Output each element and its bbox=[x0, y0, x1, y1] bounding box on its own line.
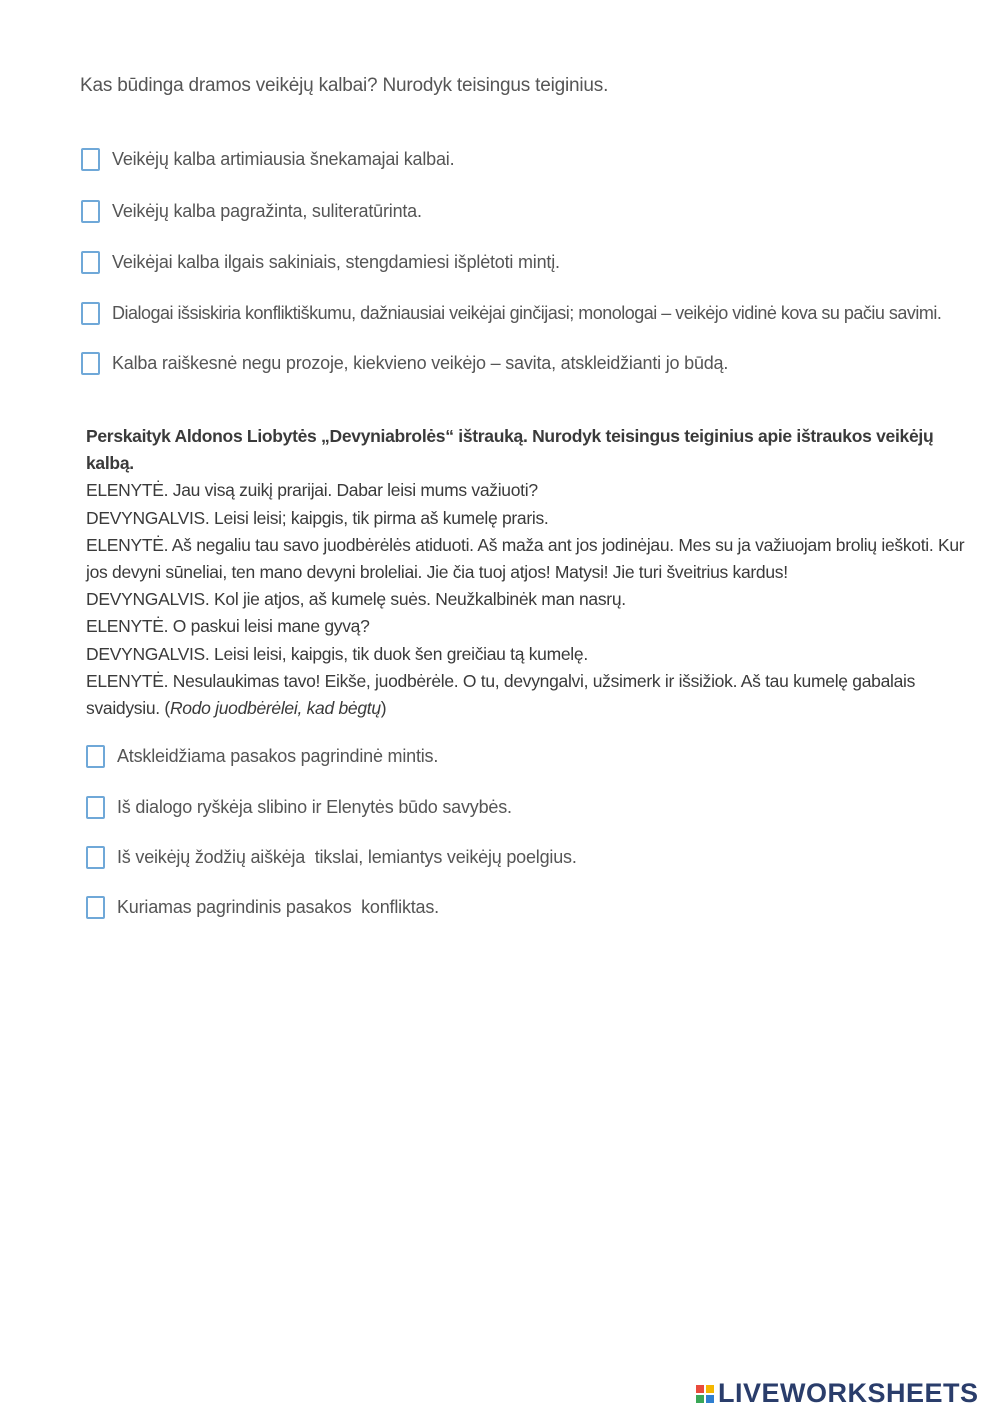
passage-line-last bbox=[86, 668, 966, 722]
option-label: Iš veikėjų žodžių aiškėja tikslai, lemiantys veikėjų poelgius. bbox=[117, 847, 577, 867]
option-label: Veikėjų kalba pagražinta, suliteratūrinta. bbox=[112, 201, 422, 221]
stage-direction: Rodo juodbėrėlei, kad bėgtų bbox=[169, 698, 381, 719]
liveworksheets-logo bbox=[696, 1378, 979, 1409]
passage-heading: Perskaityk Aldonos Liobytės „Devyniabrolės“ ištrauką. Nurodyk teisingus teiginius apie ištraukos veikėjų kalbą. bbox=[86, 426, 934, 474]
closing-paren: ) bbox=[380, 698, 387, 719]
option-label: Kuriamas pagrindinis pasakos konfliktas. bbox=[117, 897, 439, 917]
checkbox[interactable] bbox=[81, 251, 100, 274]
q2-option-4[interactable] bbox=[86, 896, 439, 919]
question-1-title: Kas būdinga dramos veikėjų kalbai? Nurodyk teisingus teiginius. bbox=[80, 75, 609, 96]
logo-text: LIVEWORKSHEETS bbox=[718, 1378, 979, 1408]
checkbox[interactable] bbox=[86, 896, 105, 919]
logo-icon bbox=[696, 1385, 714, 1403]
q1-option-1[interactable] bbox=[81, 148, 454, 171]
checkbox[interactable] bbox=[81, 352, 100, 375]
checkbox[interactable] bbox=[86, 745, 105, 768]
q1-option-4[interactable] bbox=[81, 302, 941, 325]
checkbox[interactable] bbox=[86, 846, 105, 869]
passage-line: ELENYTĖ. Aš negaliu tau savo juodbėrėlės atiduoti. Aš maža ant jos jodinėjau. Mes su ja važiuojam brolių ieškoti. Kur jos devyni sūneliai, ten mano devyni broleliai. Jie čia tuoj atjos! Matysi! Jie turi šveitrius kardus! bbox=[86, 534, 965, 583]
option-label: Kalba raiškesnė negu prozoje, kiekvieno veikėjo – savita, atskleidžianti jo būdą. bbox=[112, 353, 729, 373]
option-label: Veikėjai kalba ilgais sakiniais, stengdamiesi išplėtoti mintį. bbox=[112, 252, 560, 272]
passage-line: ELENYTĖ. Nesulaukimas tavo! Eikše, juodbėrėle. O tu, devyngalvi, užsimerk ir išsižiok. Aš tau kumelę gabalais svaidysiu. ( bbox=[86, 670, 916, 719]
passage-line: DEVYNGALVIS. Leisi leisi; kaipgis, tik pirma aš kumelę praris. bbox=[86, 507, 549, 528]
q1-option-3[interactable] bbox=[81, 251, 560, 274]
q2-option-3[interactable] bbox=[86, 846, 577, 869]
passage-line: ELENYTĖ. O paskui leisi mane gyvą? bbox=[86, 616, 370, 637]
option-label: Atskleidžiama pasakos pagrindinė mintis. bbox=[117, 746, 439, 766]
reading-passage bbox=[86, 423, 966, 722]
q2-option-1[interactable] bbox=[86, 745, 438, 768]
q1-option-5[interactable] bbox=[81, 352, 728, 375]
checkbox[interactable] bbox=[81, 302, 100, 325]
checkbox[interactable] bbox=[86, 796, 105, 819]
passage-line: DEVYNGALVIS. Leisi leisi, kaipgis, tik duok šen greičiau tą kumelę. bbox=[86, 643, 588, 664]
q2-option-2[interactable] bbox=[86, 796, 512, 819]
checkbox[interactable] bbox=[81, 200, 100, 223]
option-label: Dialogai išsiskiria konfliktiškumu, dažniausiai veikėjai ginčijasi; monologai – veikėjo vidinė kova su pačiu savimi. bbox=[112, 303, 942, 323]
q1-option-2[interactable] bbox=[81, 200, 422, 223]
option-label: Iš dialogo ryškėja slibino ir Elenytės būdo savybės. bbox=[117, 797, 512, 817]
passage-line: DEVYNGALVIS. Kol jie atjos, aš kumelę suės. Neužkalbinėk man nasrų. bbox=[86, 589, 626, 610]
checkbox[interactable] bbox=[81, 148, 100, 171]
option-label: Veikėjų kalba artimiausia šnekamajai kalbai. bbox=[112, 149, 455, 169]
passage-line: ELENYTĖ. Jau visą zuikį prarijai. Dabar leisi mums važiuoti? bbox=[86, 480, 538, 501]
